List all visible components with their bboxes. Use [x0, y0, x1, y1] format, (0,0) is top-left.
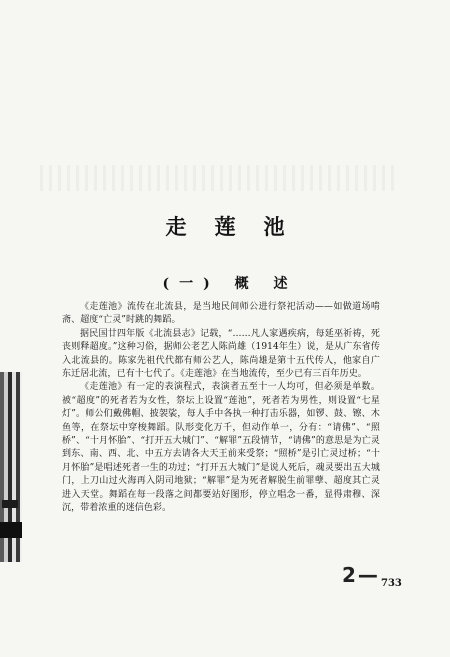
- binding-mark: [2, 500, 18, 508]
- section-heading: (一) 概 述: [162, 276, 298, 292]
- bleed-through-text: [40, 165, 400, 191]
- binding-edge: [0, 372, 22, 562]
- handwritten-note: 2—: [342, 563, 380, 587]
- body-text: [62, 301, 380, 516]
- paragraph: 《走莲池》有一定的表演程式，表演者五至十一人均可，但必须是单数。被“超度”的死者若为女性，祭坛上设置“莲池”，死者若为男性，则设置“七星灯”。师公们戴佛帽、披袈裟，每人手中各执一种打击乐器，如锣、鼓、镲、木鱼等，在祭坛中穿梭舞蹈。队形变化万千，但动作单一，分有：“请佛”、“照桥”、“十月怀胎”、“打开五大城门”、“解罪”五段情节，“请佛”的意思是为亡灵到东、南、西、北、中五方去请各大天王前来受祭；“照桥”是引亡灵过桥；“十月怀胎”是唱述死者一生的功过；“打开五大城门”是说人死后，魂灵要出五大城门，上刀山过火海再入阴司地狱；“解罪”是为死者解脱生前罪孽、超度其亡灵进入天堂。舞蹈在每一段落之间都要站好图形，停立唱念一番，显得肃穆、深沉，带着浓重的迷信色彩。: [62, 382, 380, 514]
- paragraph: 《走莲池》流传在北流县，是当地民间师公进行祭祀活动——如做道场啃斋、超度“亡灵”时跳的舞蹈。: [62, 302, 380, 326]
- chapter-title: 走莲池: [165, 214, 313, 239]
- page-number: 733: [381, 578, 402, 589]
- paragraph: 据民国廿四年版《北流县志》记载，“……凡人家遇疾病，每延巫祈祷，死丧则释超度。”这种习俗，据师公老艺人陈尚雄（1914年生）说，是从广东省传入北流县的。陈家先祖代代都有师公艺人，陈尚雄是第十五代传人，他家自广东迁居北流，已有十七代了。《走莲池》在当地流传，至少已有三百年历史。: [62, 328, 380, 380]
- binding-mark: [0, 522, 22, 538]
